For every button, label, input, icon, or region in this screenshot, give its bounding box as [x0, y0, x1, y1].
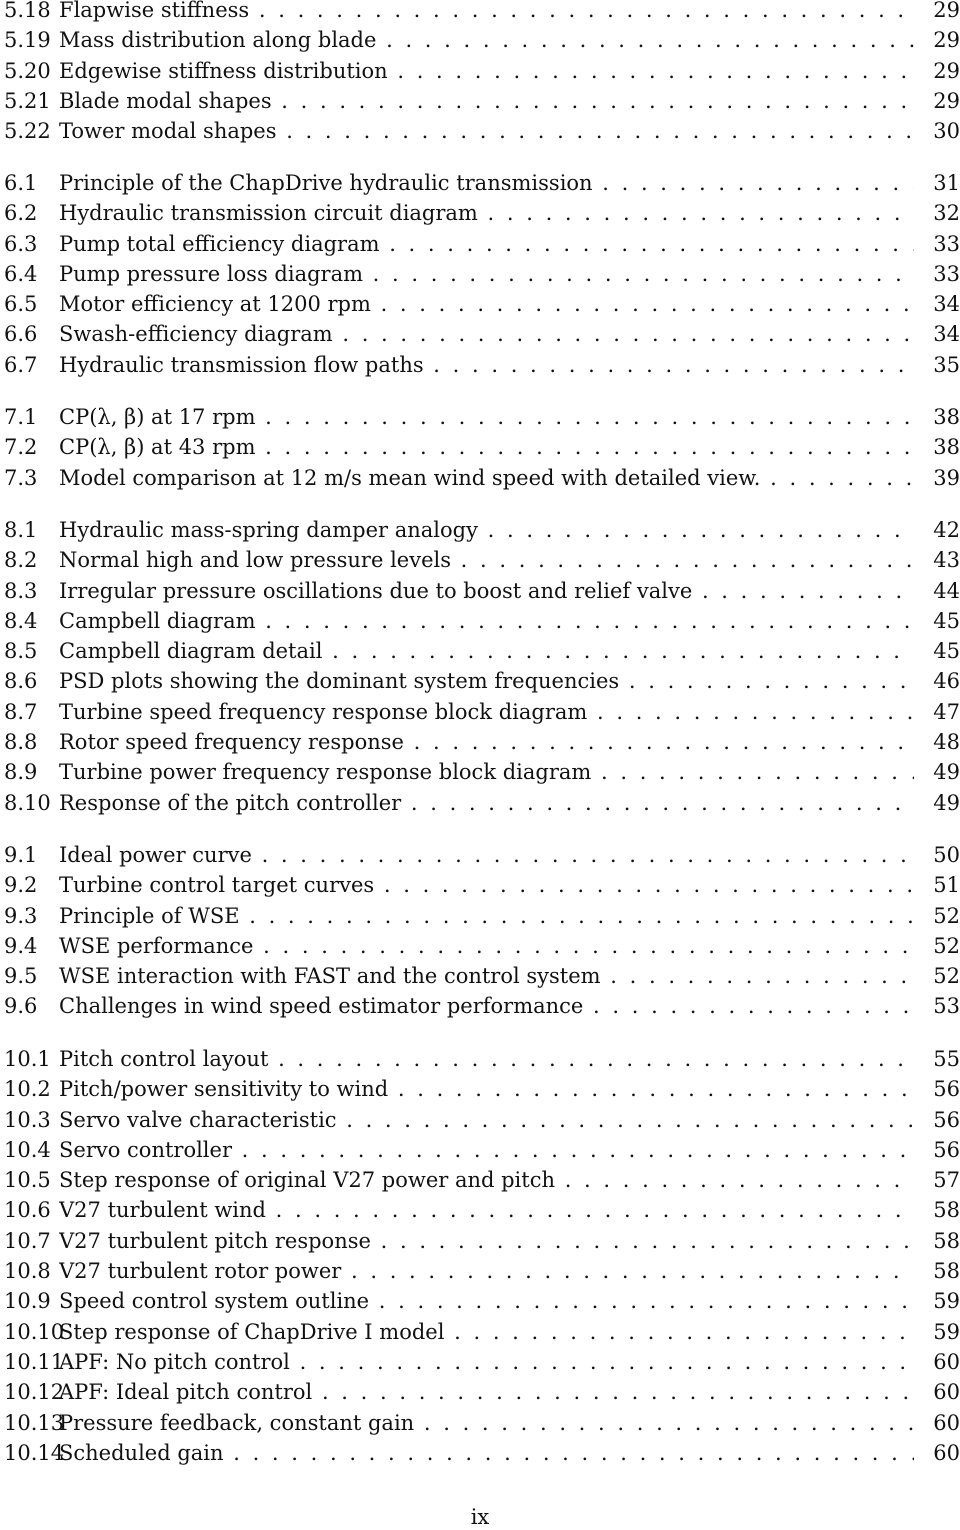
- figure-page-number: 57: [933, 1168, 960, 1193]
- toc-section: [4, 0, 960, 146]
- figure-title: Step response of original V27 power and pitch . . .: [59, 1165, 914, 1195]
- figure-title: Turbine power frequency response block diagram . . .: [59, 757, 914, 787]
- figure-title: WSE performance . . .: [59, 931, 914, 961]
- figure-number: 6.6: [4, 322, 38, 347]
- figure-title: Campbell diagram detail . . .: [59, 636, 914, 666]
- figure-number: 6.3: [4, 231, 38, 256]
- figure-page-number: 29: [933, 58, 960, 83]
- figure-title: Blade modal shapes . . .: [59, 86, 914, 116]
- figure-number: 5.21: [4, 88, 51, 113]
- figure-title: Hydraulic transmission circuit diagram . . .: [59, 198, 914, 228]
- toc-entry[interactable]: [4, 1195, 960, 1225]
- toc-entry[interactable]: [4, 606, 960, 636]
- figure-page-number: 51: [933, 873, 960, 898]
- figure-page-number: 45: [933, 639, 960, 664]
- figure-number: 5.18: [4, 0, 51, 22]
- toc-entry[interactable]: [4, 259, 960, 289]
- figure-number: 9.5: [4, 964, 38, 989]
- toc-entry[interactable]: [4, 1165, 960, 1195]
- figure-page-number: 38: [933, 405, 960, 429]
- figure-page-number: 52: [933, 903, 960, 928]
- figure-title: Turbine speed frequency response block diagram . . .: [59, 697, 914, 727]
- figure-title: Pitch/power sensitivity to wind . . .: [59, 1074, 914, 1104]
- figure-page-number: 60: [933, 1410, 960, 1435]
- toc-entry[interactable]: [4, 432, 960, 462]
- figure-number: 6.2: [4, 201, 38, 226]
- toc-section: [4, 515, 960, 818]
- figure-number: 6.7: [4, 352, 38, 377]
- figure-page-number: 59: [933, 1319, 960, 1344]
- figure-number: 10.3: [4, 1107, 51, 1132]
- figure-page-number: 58: [933, 1228, 960, 1253]
- toc-entry[interactable]: [4, 1377, 960, 1407]
- toc-entry[interactable]: [4, 56, 960, 86]
- figure-number: 8.3: [4, 578, 38, 603]
- toc-entry[interactable]: [4, 25, 960, 55]
- figure-page-number: 30: [933, 119, 960, 144]
- figure-title: Speed control system outline . . .: [59, 1286, 914, 1316]
- figure-title: Pressure feedback, constant gain . . .: [59, 1408, 914, 1438]
- figure-title: APF: No pitch control . . .: [59, 1347, 914, 1377]
- figure-page-number: 46: [933, 669, 960, 694]
- figure-title: Step response of ChapDrive I model . . .: [59, 1317, 914, 1347]
- toc-section: [4, 402, 960, 493]
- figure-title: Pitch control layout . . .: [59, 1044, 914, 1074]
- toc-entry[interactable]: [4, 168, 960, 198]
- figure-page-number: 48: [933, 730, 960, 755]
- figure-number: 7.3: [4, 465, 38, 490]
- figure-page-number: 47: [933, 699, 960, 724]
- figure-page-number: 31: [933, 171, 960, 195]
- figure-title: Principle of the ChapDrive hydraulic transmission . . .: [59, 168, 914, 198]
- figure-page-number: 38: [933, 435, 960, 460]
- figure-title: Scheduled gain . . .: [59, 1438, 914, 1468]
- figure-title: Irregular pressure oscillations due to boost and relief valve . . .: [59, 576, 914, 606]
- figure-number: 10.9: [4, 1289, 51, 1314]
- figure-number: 5.20: [4, 58, 51, 83]
- figure-number: 10.5: [4, 1168, 51, 1193]
- toc-entry[interactable]: [4, 463, 960, 493]
- figure-title: Response of the pitch controller . . .: [59, 788, 914, 818]
- figure-page-number: 53: [933, 994, 960, 1019]
- figure-page-number: 35: [933, 352, 960, 377]
- figure-title: Servo controller . . .: [59, 1135, 914, 1165]
- figure-page-number: 39: [933, 465, 960, 490]
- figure-page-number: 56: [933, 1077, 960, 1102]
- figure-title: Pump total efficiency diagram . . .: [59, 229, 914, 259]
- toc-entry[interactable]: [4, 931, 960, 961]
- figure-title: Mass distribution along blade . . .: [59, 25, 914, 55]
- toc-entry[interactable]: [4, 697, 960, 727]
- toc-entry[interactable]: [4, 1105, 960, 1135]
- figure-title: Flapwise stiffness . . .: [59, 0, 914, 25]
- figure-page-number: 60: [933, 1380, 960, 1405]
- toc-entry[interactable]: [4, 757, 960, 787]
- figure-page-number: 29: [933, 0, 960, 22]
- figure-title: Motor efficiency at 1200 rpm . . .: [59, 289, 914, 319]
- toc-entry[interactable]: [4, 229, 960, 259]
- figure-number: 8.10: [4, 790, 51, 815]
- figure-title: V27 turbulent wind . . .: [59, 1195, 914, 1225]
- figure-page-number: 49: [933, 760, 960, 785]
- toc-entry[interactable]: [4, 727, 960, 757]
- toc-entry[interactable]: [4, 1317, 960, 1347]
- figure-number: 8.1: [4, 518, 38, 542]
- toc-entry[interactable]: [4, 576, 960, 606]
- toc-entry[interactable]: [4, 86, 960, 116]
- figure-title: Hydraulic mass-spring damper analogy . . .: [59, 515, 914, 545]
- toc-entry[interactable]: [4, 1408, 960, 1438]
- figure-title: Challenges in wind speed estimator performance . . .: [59, 991, 914, 1021]
- figure-title: Pump pressure loss diagram . . .: [59, 259, 914, 289]
- figure-number: 8.2: [4, 548, 38, 573]
- figure-number: 10.14: [4, 1440, 65, 1465]
- figure-page-number: 42: [933, 518, 960, 542]
- figure-title: APF: Ideal pitch control . . .: [59, 1377, 914, 1407]
- figure-number: 5.19: [4, 28, 51, 53]
- figure-number: 10.2: [4, 1077, 51, 1102]
- toc-entry[interactable]: [4, 402, 960, 432]
- toc-entry[interactable]: [4, 116, 960, 146]
- figure-page-number: 34: [933, 322, 960, 347]
- figure-number: 8.8: [4, 730, 38, 755]
- figure-title: WSE interaction with FAST and the control system . . .: [59, 961, 914, 991]
- figure-page-number: 55: [933, 1047, 960, 1071]
- figure-title: Normal high and low pressure levels . . .: [59, 545, 914, 575]
- figure-number: 6.4: [4, 261, 38, 286]
- toc-entry[interactable]: [4, 1286, 960, 1316]
- figure-page-number: 52: [933, 933, 960, 958]
- toc-entry[interactable]: [4, 350, 960, 380]
- figure-number: 10.1: [4, 1047, 51, 1071]
- toc-entry[interactable]: [4, 961, 960, 991]
- figure-title: Rotor speed frequency response . . .: [59, 727, 914, 757]
- toc-entry[interactable]: [4, 840, 960, 870]
- toc-entry[interactable]: [4, 1347, 960, 1377]
- figure-number: 9.1: [4, 843, 38, 867]
- toc-entry[interactable]: [4, 0, 960, 25]
- figure-title: CP(λ, β) at 17 rpm . . .: [59, 402, 914, 432]
- figure-page-number: 59: [933, 1289, 960, 1314]
- figure-number: 8.6: [4, 669, 38, 694]
- toc-entry[interactable]: [4, 1256, 960, 1286]
- toc-entry[interactable]: [4, 1135, 960, 1165]
- toc-entry[interactable]: [4, 901, 960, 931]
- figure-title: Campbell diagram . . .: [59, 606, 914, 636]
- figure-page-number: 43: [933, 548, 960, 573]
- figure-title: Principle of WSE . . .: [59, 901, 914, 931]
- figure-number: 9.3: [4, 903, 38, 928]
- figure-title: Edgewise stiffness distribution . . .: [59, 56, 914, 86]
- toc-entry[interactable]: [4, 515, 960, 545]
- figure-number: 9.2: [4, 873, 38, 898]
- figure-title: PSD plots showing the dominant system frequencies . . .: [59, 666, 914, 696]
- figure-number: 10.6: [4, 1198, 51, 1223]
- toc-entry[interactable]: [4, 1044, 960, 1074]
- figure-number: 8.7: [4, 699, 38, 724]
- toc-entry[interactable]: [4, 991, 960, 1021]
- figure-title: Tower modal shapes . . .: [59, 116, 914, 146]
- toc-section: [4, 1044, 960, 1468]
- toc-entry[interactable]: [4, 870, 960, 900]
- toc-entry[interactable]: [4, 198, 960, 228]
- figure-number: 6.1: [4, 171, 38, 195]
- figure-page-number: 32: [933, 201, 960, 226]
- figure-title: Swash-efficiency diagram . . .: [59, 319, 914, 349]
- figure-number: 8.4: [4, 608, 38, 633]
- toc-section: [4, 840, 960, 1022]
- figure-page-number: 49: [933, 790, 960, 815]
- figure-page-number: 29: [933, 28, 960, 53]
- figure-number: 10.11: [4, 1349, 65, 1374]
- figure-page-number: 50: [933, 843, 960, 867]
- toc-entry[interactable]: [4, 636, 960, 666]
- figure-number: 10.4: [4, 1137, 51, 1162]
- figure-title: Hydraulic transmission flow paths . . .: [59, 350, 914, 380]
- figure-page-number: 60: [933, 1440, 960, 1465]
- page-number-footer: ix: [470, 1505, 490, 1529]
- figure-number: 8.9: [4, 760, 38, 785]
- figure-page-number: 58: [933, 1198, 960, 1223]
- figure-number: 9.6: [4, 994, 38, 1019]
- figure-number: 10.12: [4, 1380, 65, 1405]
- figure-number: 6.5: [4, 292, 38, 317]
- figure-number: 7.1: [4, 405, 38, 429]
- figure-title: Servo valve characteristic . . .: [59, 1105, 914, 1135]
- toc-entry[interactable]: [4, 289, 960, 319]
- figure-page-number: 52: [933, 964, 960, 989]
- figure-page-number: 60: [933, 1349, 960, 1374]
- toc-entry[interactable]: [4, 545, 960, 575]
- figure-page-number: 33: [933, 261, 960, 286]
- figure-page-number: 58: [933, 1259, 960, 1284]
- figure-page-number: 56: [933, 1107, 960, 1132]
- figure-page-number: 33: [933, 231, 960, 256]
- figure-number: 7.2: [4, 435, 38, 460]
- figure-number: 10.10: [4, 1319, 65, 1344]
- toc-entry[interactable]: [4, 788, 960, 818]
- figure-title: Model comparison at 12 m/s mean wind speed with detailed view. . . .: [59, 463, 914, 493]
- toc-section: [4, 168, 960, 380]
- figure-number: 8.5: [4, 639, 38, 664]
- figure-title: Ideal power curve . . .: [59, 840, 914, 870]
- toc-entry[interactable]: [4, 1074, 960, 1104]
- toc-entry[interactable]: [4, 1226, 960, 1256]
- figure-number: 5.22: [4, 119, 51, 144]
- figure-page-number: 45: [933, 608, 960, 633]
- figure-title: V27 turbulent pitch response . . .: [59, 1226, 914, 1256]
- figure-number: 10.8: [4, 1259, 51, 1284]
- figure-page-number: 56: [933, 1137, 960, 1162]
- toc-entry[interactable]: [4, 1438, 960, 1468]
- toc-entry[interactable]: [4, 666, 960, 696]
- figure-title: V27 turbulent rotor power . . .: [59, 1256, 914, 1286]
- figure-number: 10.7: [4, 1228, 51, 1253]
- figure-page-number: 29: [933, 88, 960, 113]
- figure-title: Turbine control target curves . . .: [59, 870, 914, 900]
- figure-title: CP(λ, β) at 43 rpm . . .: [59, 432, 914, 462]
- figure-page-number: 44: [933, 578, 960, 603]
- figure-page-number: 34: [933, 292, 960, 317]
- toc-entry[interactable]: [4, 319, 960, 349]
- figure-number: 10.13: [4, 1410, 65, 1435]
- figure-number: 9.4: [4, 933, 38, 958]
